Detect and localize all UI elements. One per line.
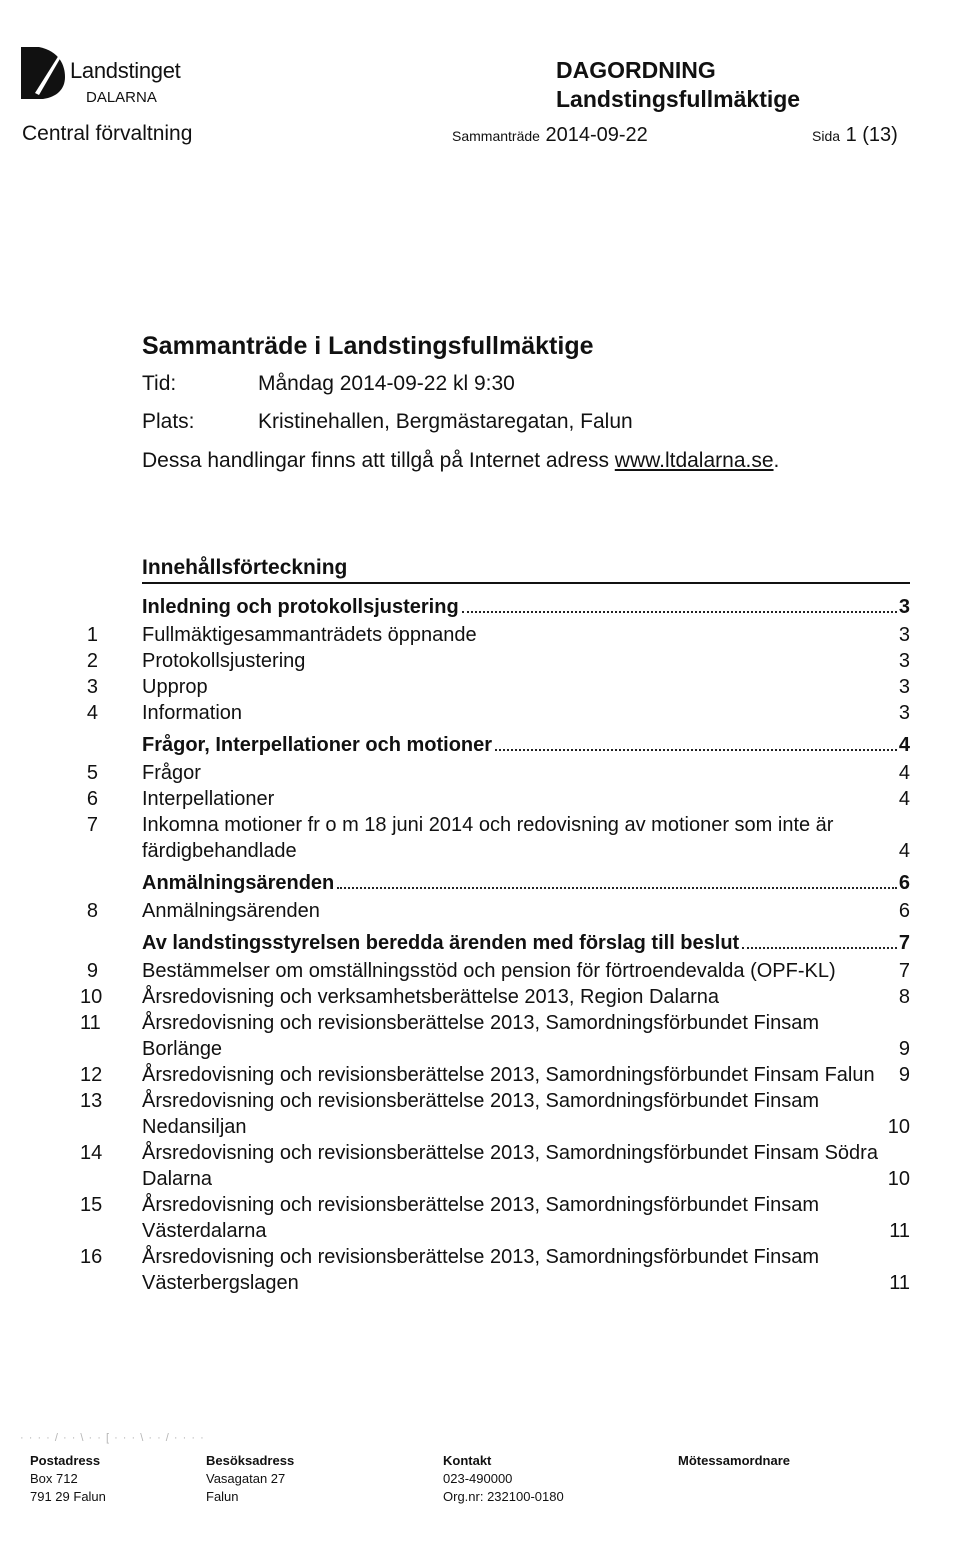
toc-item-page: 7 [898,960,910,982]
toc-item-number-cell [80,674,142,700]
toc-item-number: 2 [86,650,98,672]
toc-leader-dots [337,887,897,889]
landstinget-logo-icon [21,47,67,99]
toc-item-number-cell [80,1192,142,1218]
toc-item-number: 10 [80,986,103,1008]
toc-item [80,1088,910,1140]
toc-item [80,700,910,726]
toc-item-page: 3 [898,702,910,724]
visit-line-2: Falun [206,1489,239,1504]
internet-note [142,449,779,473]
contact-phone: 023-490000 [443,1471,513,1486]
toc-item [80,898,910,924]
toc-section-page: 6 [898,872,910,894]
toc-section-title: Frågor, Interpellationer och motioner [142,734,493,756]
toc-item [80,760,910,786]
time-label: Tid: [142,372,177,395]
visit-label: Besöksadress [206,1453,295,1468]
meeting-date-line [452,124,648,147]
toc-item-title: Fullmäktigesammanträdets öppnande [142,624,477,646]
toc-item-page: 4 [898,762,910,784]
toc-leader-dots [495,749,897,751]
page-label: Sida [812,128,841,144]
internet-note-end: . [773,449,780,472]
toc-item-page: 6 [898,900,910,922]
toc-item-number: 1 [86,624,98,646]
toc-item-title: Årsredovisning och revisionsberättelse 2013, Samordningsförbundet Finsam Södra Dalarna [142,1142,878,1190]
toc-item-page: 9 [898,1038,910,1060]
toc-item-number-cell [80,1244,142,1270]
toc-item-title: Upprop [142,676,208,698]
toc-item-title: Årsredovisning och revisionsberättelse 2013, Samordningsförbundet Finsam Falun [142,1064,875,1086]
toc-section-title: Anmälningsärenden [142,872,335,894]
logo-name: Landstinget [70,58,181,83]
toc-item-number-cell [80,958,142,984]
toc-item-number: 12 [80,1064,103,1086]
website-link[interactable]: www.ltdalarna.se [614,449,774,472]
toc-item-title: Information [142,702,243,724]
toc-item [80,1140,910,1192]
toc-item-number: 7 [86,814,98,836]
toc-item-page: 3 [898,624,910,646]
toc-section-page: 4 [898,734,910,756]
toc-item-page: 11 [889,1220,910,1242]
toc-leader-dots [462,611,897,613]
toc-item-number-cell [80,760,142,786]
toc-title: Innehållsförteckning [142,556,348,579]
toc-item-title: Interpellationer [142,788,275,810]
place-value: Kristinehallen, Bergmästaregatan, Falun [258,410,633,433]
postal-line-1: Box 712 [30,1471,78,1486]
toc-item-title: Årsredovisning och revisionsberättelse 2013, Samordningsförbundet Finsam Borlänge [142,1012,820,1060]
toc-item [80,1062,910,1088]
toc-item-number: 8 [86,900,98,922]
toc-item [80,622,910,648]
toc-item-title: Årsredovisning och revisionsberättelse 2013, Samordningsförbundet Finsam Västerdalarna [142,1194,820,1242]
toc-item-page: 8 [898,986,910,1008]
toc-item [80,1244,910,1296]
toc-item [80,786,910,812]
toc-item-number-cell [80,1088,142,1114]
toc-item-number: 9 [86,960,98,982]
toc-item-number-cell [80,1010,142,1036]
toc-item-title: Årsredovisning och revisionsberättelse 2013, Samordningsförbundet Finsam Nedansiljan [142,1090,820,1138]
toc-item-number-cell [80,812,142,838]
toc-item-number: 13 [80,1090,103,1112]
place-label: Plats: [142,410,195,433]
toc-item-page: 3 [898,650,910,672]
page-indicator [812,124,898,147]
toc-item-title: Protokollsjustering [142,650,306,672]
scan-artifacts: · · · · / · · \ · · [ · · · \ · · / · · · · [20,1432,205,1444]
toc-section [142,872,910,898]
toc-section-page: 3 [898,596,910,618]
postal-line-2: 791 29 Falun [30,1489,106,1504]
toc-item-number-cell [80,786,142,812]
toc-section [142,596,910,622]
toc-item-title: Frågor [142,762,201,784]
page-value: 1 (13) [845,124,898,146]
time-value: Måndag 2014-09-22 kl 9:30 [258,372,515,395]
toc-item [80,984,910,1010]
toc-item-title: Bestämmelser om omställningsstöd och pension för förtroendevalda (OPF-KL) [142,960,836,982]
table-of-contents [80,596,910,1296]
toc-item-number-cell [80,984,142,1010]
meeting-coordinator [678,1452,790,1470]
toc-item-number-cell [80,700,142,726]
toc-item-number-cell [80,898,142,924]
toc-section [142,932,910,958]
toc-item-title: Årsredovisning och verksamhetsberättelse 2013, Region Dalarna [142,986,719,1008]
meeting-date: 2014-09-22 [545,124,648,146]
toc-item [80,958,910,984]
toc-item-number-cell [80,648,142,674]
toc-divider [142,582,910,584]
document-type: DAGORDNING [556,57,716,83]
toc-item-number: 3 [86,676,98,698]
toc-item-number-cell [80,1140,142,1166]
toc-item-number-cell [80,1062,142,1088]
toc-item-page: 10 [887,1168,910,1190]
toc-item-number: 11 [80,1012,101,1034]
toc-section [142,734,910,760]
logo-subtitle: DALARNA [86,89,157,106]
document-organ: Landstingsfullmäktige [556,86,801,112]
toc-item-number: 16 [80,1246,103,1268]
meeting-label: Sammanträde [452,128,540,144]
toc-item-page: 4 [898,840,910,862]
postal-label: Postadress [30,1453,101,1468]
internet-note-text: Dessa handlingar finns att tillgå på Internet adress [142,449,615,472]
toc-item-title: Inkomna motioner fr o m 18 juni 2014 och redovisning av motioner som inte är färdigbehandlade [142,814,834,862]
toc-item-page: 3 [898,676,910,698]
toc-item [80,674,910,700]
organizer-label: Mötessamordnare [678,1453,790,1468]
toc-item-number: 6 [86,788,98,810]
visiting-address [206,1452,294,1506]
toc-item [80,648,910,674]
toc-item [80,1192,910,1244]
toc-item-page: 9 [898,1064,910,1086]
toc-item-number: 14 [80,1142,103,1164]
toc-leader-dots [742,947,897,949]
toc-section-page: 7 [898,932,910,954]
toc-item-number: 4 [86,702,98,724]
toc-item-number: 15 [80,1194,103,1216]
visit-line-1: Vasagatan 27 [206,1471,286,1486]
contact-org-number: Org.nr: 232100-0180 [443,1489,564,1504]
meeting-title: Sammanträde i Landstingsfullmäktige [142,332,594,360]
toc-item-title: Årsredovisning och revisionsberättelse 2013, Samordningsförbundet Finsam Västerbergslagen [142,1246,820,1294]
toc-item-page: 4 [898,788,910,810]
department: Central förvaltning [22,122,193,145]
toc-item-page: 11 [889,1272,910,1294]
toc-section-title: Inledning och protokollsjustering [142,596,459,618]
contact-label: Kontakt [443,1453,492,1468]
toc-item-number: 5 [86,762,98,784]
toc-item [80,812,910,864]
toc-item [80,1010,910,1062]
postal-address [30,1452,106,1506]
toc-item-page: 10 [887,1116,910,1138]
toc-item-title: Anmälningsärenden [142,900,320,922]
toc-section-title: Av landstingsstyrelsen beredda ärenden med förslag till beslut [142,932,740,954]
toc-item-number-cell [80,622,142,648]
contact-info [443,1452,564,1506]
